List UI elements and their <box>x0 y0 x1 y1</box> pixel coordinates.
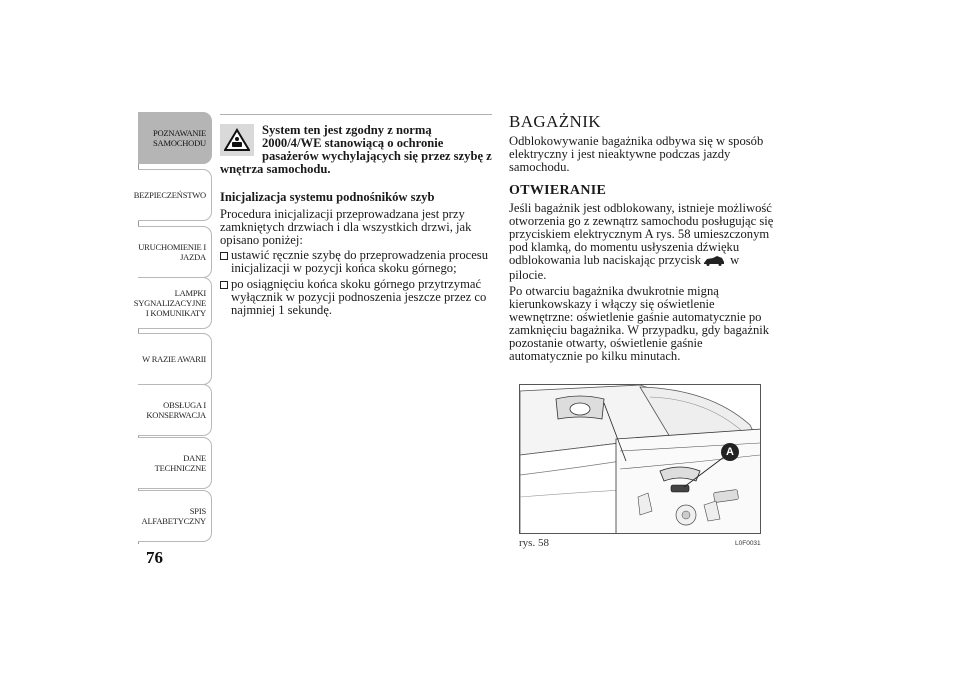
callout-label: A <box>726 446 734 458</box>
figure-code: L0F0031 <box>735 540 761 547</box>
subsection-title: OTWIERANIE <box>509 183 607 198</box>
tab-w-razie-awarii[interactable]: W RAZIE AWARII <box>138 333 212 385</box>
step-list <box>220 249 492 317</box>
intro-paragraph: Procedura inicjalizacji przeprowadzana jest przy zamkniętych drzwiach i dla wszystkich drzwi, jak opisano poniżej: <box>220 207 472 247</box>
tab-spis-alfabetyczny[interactable]: SPIS ALFABETYCZNY <box>138 490 212 542</box>
trunk-button-icon <box>703 255 725 269</box>
trunk-illustration <box>519 384 761 534</box>
right-column <box>509 112 779 363</box>
tab-poznawanie-samochodu[interactable]: POZNAWANIE SAMOCHODU <box>138 112 212 164</box>
lights-paragraph: Po otwarciu bagażnika dwukrotnie migną kierunkowskazy i włączy się oświetlenie wewnętrzne: oświetlenie gaśnie automatycznie po zamknięciu bagażnika. W przypadku, gdy bagażnik pozostanie otwarty, oświetlenie gaśnie automatycznie po kilku minutach. <box>509 284 770 363</box>
warning-text: System ten jest zgodny z normą 2000/4/WE stanowiącą o ochronie pasażerów wychylających się przez szybę z wnętrza samochodu. <box>220 123 492 176</box>
checkbox-bullet-icon <box>220 252 228 260</box>
checkbox-bullet-icon <box>220 281 228 289</box>
tab-dane-techniczne[interactable]: DANE TECHNICZNE <box>138 437 212 489</box>
page-title: BAGAŻNIK <box>509 112 601 131</box>
list-item: ustawić ręcznie szybę do przeprowadzenia procesu inicjalizacji w pozycji końca skoku górnego; <box>220 249 492 275</box>
figure-caption: rys. 58 <box>519 537 549 549</box>
opening-paragraph: Jeśli bagażnik jest odblokowany, istnieje możliwość otworzenia go z zewnątrz samochodu posługując się przyciskiem elektrycznym A rys. 58 umieszczonym pod klamką, do momentu usłyszenia dźwięku odblokowania lub naciskając przycisk w pilocie. <box>509 201 774 282</box>
warning-triangle-icon <box>220 124 254 156</box>
tab-uruchomienie-i-jazda[interactable]: URUCHOMIENIE I JAZDA <box>138 226 212 278</box>
section-title: Inicjalizacja systemu podnośników szyb <box>220 190 435 204</box>
tab-obsluga-i-konserwacja[interactable]: OBSŁUGA I KONSERWACJA <box>138 384 212 436</box>
tab-bezpieczenstwo[interactable]: BEZPIECZEŃSTWO <box>138 169 212 221</box>
warning-rule <box>220 114 492 115</box>
tab-lampki-sygnalizacyjne[interactable]: LAMPKI SYGNALIZACYJNE I KOMUNIKATY <box>138 277 212 329</box>
left-column <box>220 114 492 320</box>
trunk-intro: Odblokowywanie bagażnika odbywa się w sposób elektryczny i jest nieaktywne podczas jazdy samochodu. <box>509 134 764 174</box>
page-number: 76 <box>146 548 163 567</box>
warning-box <box>220 124 492 176</box>
list-item: po osiągnięciu końca skoku górnego przytrzymać wyłącznik w pozycji podnoszenia jeszcze przez co najmniej 1 sekundę. <box>220 278 492 317</box>
